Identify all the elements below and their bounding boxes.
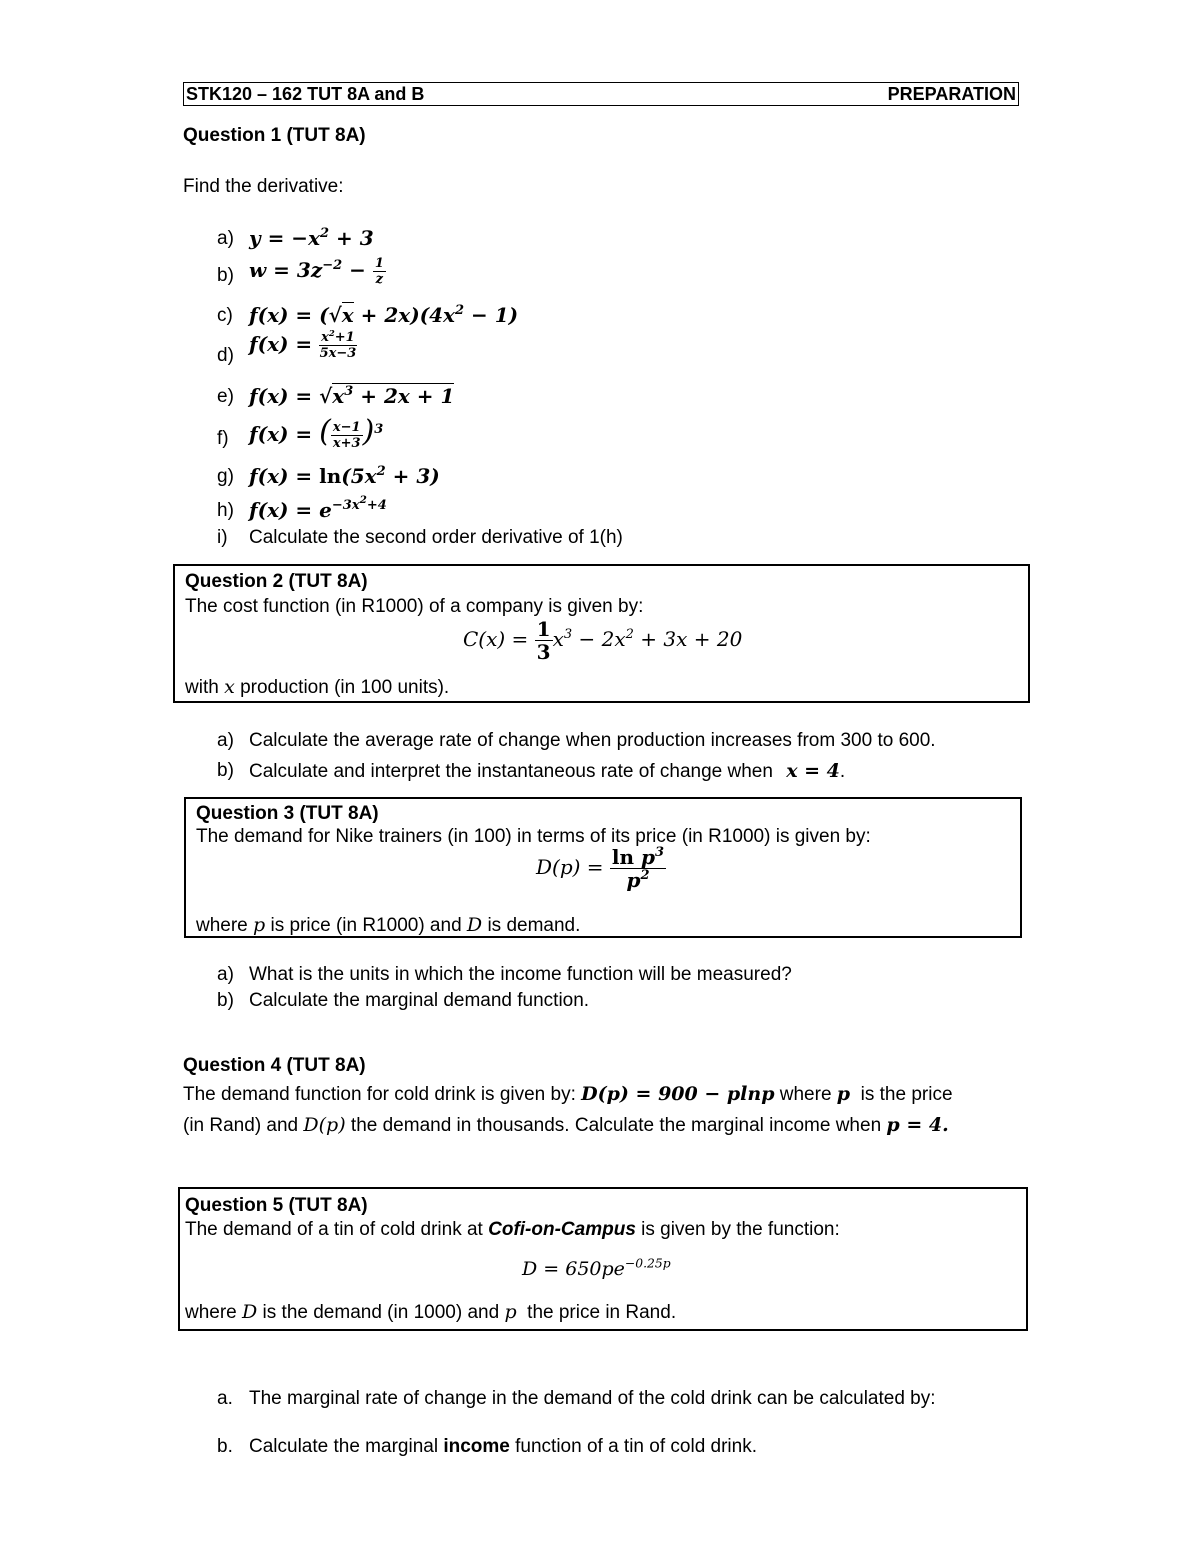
- q1-item-a: a) $y = -x^2 + 3$: [217, 226, 374, 250]
- q1-f-formula: f(x) = ( $\frac{x-1}{x+3}$ )$^3$: [249, 414, 384, 451]
- q1-a-formula: $y = -x^2 + 3$: [249, 226, 374, 250]
- q4-title: Question 4 (TUT 8A): [183, 1055, 366, 1076]
- q5-part-a: a. The marginal rate of change in the demand of the cold drink can be calculated by:: [217, 1388, 936, 1409]
- q3-intro: The demand for Nike trainers (in 100) in terms of its price (in R1000) is given by:: [196, 826, 871, 847]
- q1-item-d: d) f(x) = $\frac{x^2+1}{5x-3}$: [217, 327, 357, 366]
- q2-intro: The cost function (in R1000) of a company is given by:: [185, 596, 644, 617]
- q1-item-c: c) $f(x) = (√x + 2x)(4x^2 - 1)$: [217, 303, 519, 327]
- header-bar: [183, 82, 1019, 106]
- header-left: STK120 – 162 TUT 8A and B: [186, 84, 425, 104]
- q5-formula: $D = 650pe^{-0.25p}$: [522, 1256, 671, 1280]
- q1-e-formula: $f(x) = √x^3 + 2x + 1$: [249, 384, 455, 408]
- q1-h-formula: $f(x) = e^{-3x^2+4}$: [249, 493, 387, 522]
- q2-part-b: b) Calculate and interpret the instantaneous rate of change when x = 4.: [217, 760, 846, 782]
- q1-item-i: i) Calculate the second order derivative of 1(h): [217, 527, 623, 548]
- q1-c-formula: $f(x) = (√x + 2x)(4x^2 - 1)$: [249, 303, 519, 327]
- q2-formula: C(x) = $\frac{1}{3}$ $x^3 - 2x^2 + 3x + 20$: [463, 617, 743, 664]
- q4-line1: The demand function for cold drink is given by: D(p) = 900 − plnp where p is the price: [183, 1083, 953, 1105]
- q2-box: [173, 564, 1030, 703]
- q1-item-g: g) $f(x) = \ln(5x^2 + 3)$: [217, 464, 440, 488]
- q3-part-b: b) Calculate the marginal demand function.: [217, 990, 590, 1011]
- q1-item-h: h) $f(x) = e^{-3x^2+4}$: [217, 493, 387, 522]
- q1-item-f: f) f(x) = ( $\frac{x-1}{x+3}$ )$^3$: [217, 414, 384, 451]
- q5-title: Question 5 (TUT 8A): [185, 1195, 368, 1216]
- q1-d-formula: f(x) = $\frac{x^2+1}{5x-3}$: [249, 327, 357, 361]
- q3-title: Question 3 (TUT 8A): [196, 803, 379, 824]
- header-right: PREPARATION: [887, 84, 1016, 104]
- q5-part-b: b. Calculate the marginal income function of a tin of cold drink.: [217, 1436, 758, 1457]
- q1-item-e: e) $f(x) = √x^3 + 2x + 1$: [217, 384, 455, 408]
- q3-where-line: where p is price (in R1000) and D is demand.: [196, 914, 581, 936]
- q1-g-formula: $f(x) = \ln(5x^2 + 3)$: [249, 464, 440, 488]
- q1-title: Question 1 (TUT 8A): [183, 125, 366, 146]
- q5-box: [178, 1187, 1028, 1331]
- q1-intro: Find the derivative:: [183, 176, 344, 197]
- q3-box: [184, 797, 1022, 938]
- q2-part-a: a) Calculate the average rate of change when production increases from 300 to 600.: [217, 730, 936, 751]
- q3-part-a: a) What is the units in which the income function will be measured?: [217, 964, 792, 985]
- q2-title: Question 2 (TUT 8A): [185, 571, 368, 592]
- q1-item-b: b) $w = 3z^{-2}$ − $\frac{1}{z}$: [217, 256, 384, 287]
- q2-with-line: with x production (in 100 units).: [185, 676, 450, 698]
- q4-line2: (in Rand) and D(p) the demand in thousands. Calculate the marginal income when p = 4.: [183, 1114, 949, 1136]
- q5-intro: The demand of a tin of cold drink at Cofi-on-Campus is given by the function:: [185, 1219, 840, 1240]
- q1-b-formula: $w = 3z^{-2}$ − $\frac{1}{z}$: [249, 256, 384, 287]
- q5-where-line: where D is the demand (in 1000) and p the price in Rand.: [185, 1301, 677, 1323]
- q3-formula: D(p) = $\frac{\ln p^3}{p^2}$: [536, 845, 665, 892]
